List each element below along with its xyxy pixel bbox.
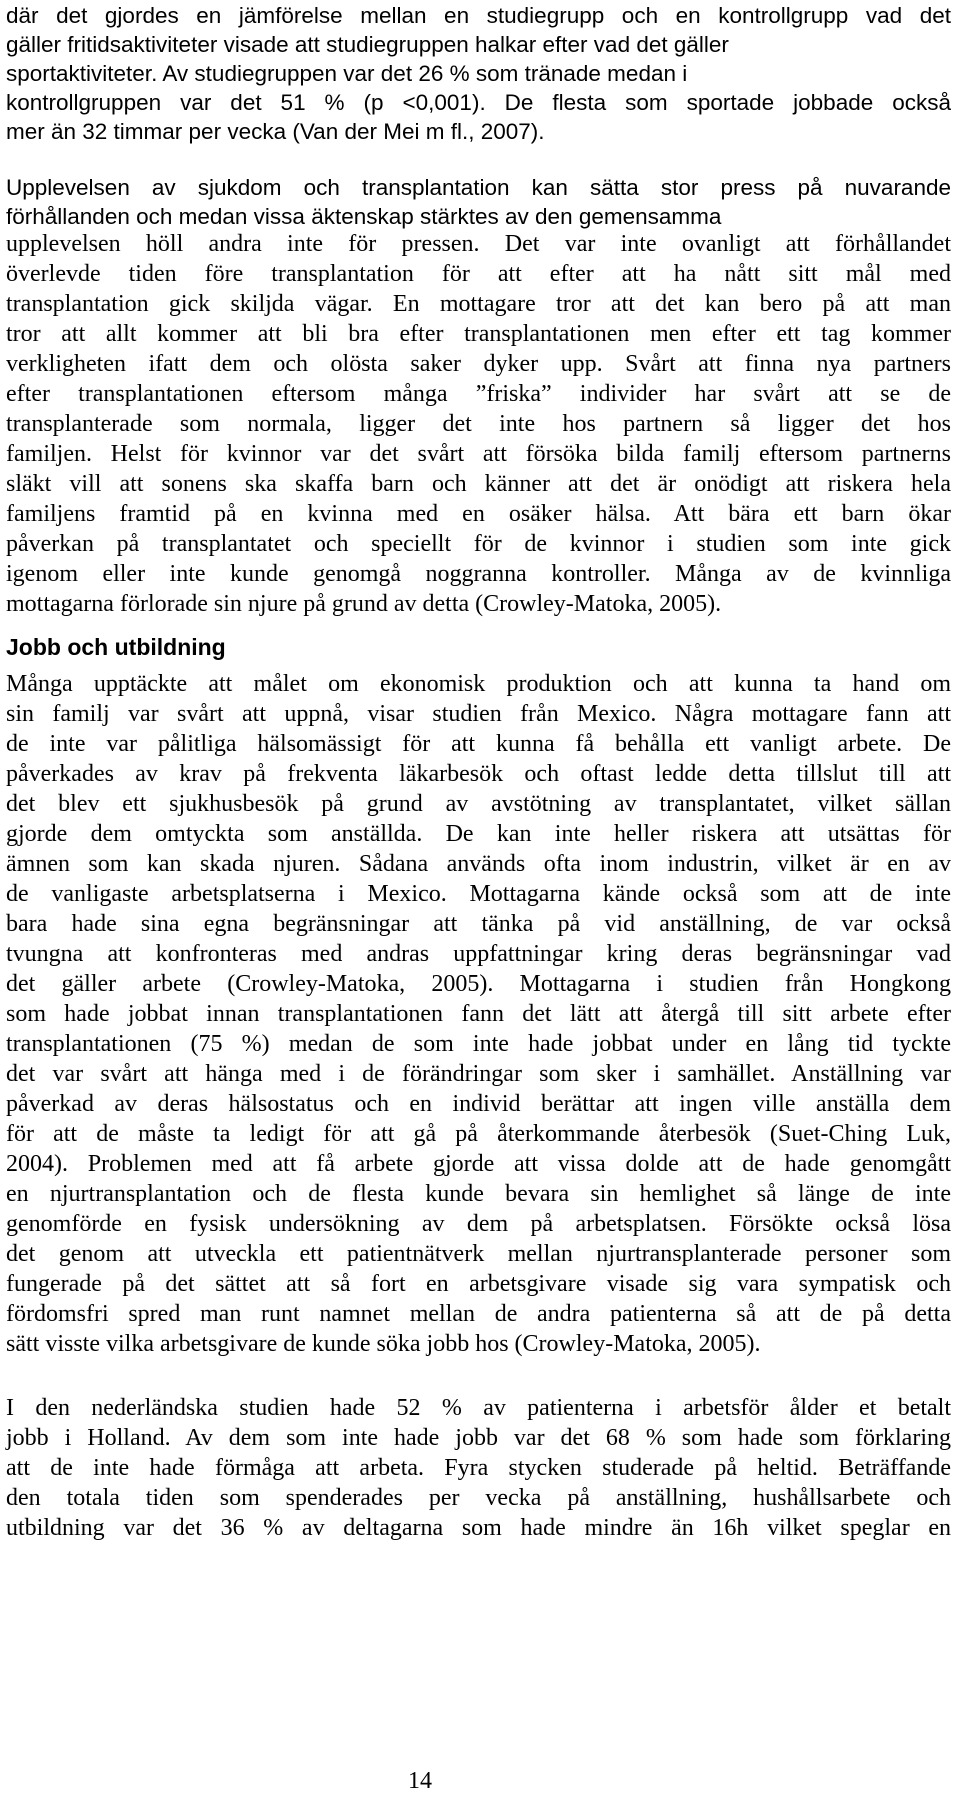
text-line: påverkan på transplantatet och speciellt för de kvinnor i studien som inte gick <box>6 531 951 557</box>
text-line: upplevelsen höll andra inte för pressen. Det var inte ovanligt att förhållandet <box>6 231 951 257</box>
text-line: det blev ett sjukhusbesök på grund av avstötning av transplantatet, vilket sällan <box>6 791 951 817</box>
text-line: Upplevelsen av sjukdom och transplantation kan sätta stor press på nuvarande <box>6 175 951 200</box>
text-line: efter transplantationen eftersom många ”friska” individer har svårt att se de <box>6 381 951 407</box>
text-line: gjorde dem omtyckta som anställda. De kan inte heller riskera att utsättas för <box>6 821 951 847</box>
text-line: transplantation gick skiljda vägar. En mottagare tror att det kan bero på att man <box>6 291 951 317</box>
text-line: det var svårt att hänga med i de förändringar som sker i samhället. Anställning var <box>6 1061 951 1087</box>
text-line: familjens framtid på en kvinna med en osäker hälsa. Att bära ett barn ökar <box>6 501 951 527</box>
text-line: utbildning var det 36 % av deltagarna som hade mindre än 16h vilket speglar en <box>6 1515 951 1541</box>
text-line: för att de måste ta ledigt för att gå på återkommande återbesök (Suet-Ching Luk, <box>6 1121 951 1147</box>
text-line: en njurtransplantation och de flesta kunde bevara sin hemlighet så länge de inte <box>6 1181 951 1207</box>
text-line: det genom att utveckla ett patientnätverk mellan njurtransplanterade personer som <box>6 1241 951 1267</box>
section-heading: Jobb och utbildning <box>6 634 226 660</box>
text-line: att de inte hade förmåga att arbeta. Fyra stycken studerade på heltid. Beträffande <box>6 1455 951 1481</box>
text-line: kontrollgruppen var det 51 % (p <0,001). De flesta som sportade jobbade också <box>6 90 951 115</box>
page-number: 14 <box>408 1768 432 1794</box>
text-line: fördomsfri spred man runt namnet mellan de andra patienterna så att de på detta <box>6 1301 951 1327</box>
text-line: Många upptäckte att målet om ekonomisk produktion och att kunna ta hand om <box>6 671 951 697</box>
text-line: sin familj var svårt att uppnå, visar studien från Mexico. Några mottagare fann att <box>6 701 951 727</box>
text-line: I den nederländska studien hade 52 % av patienterna i arbetsför ålder et betalt <box>6 1395 951 1421</box>
text-line: påverkades av krav på frekventa läkarbesök och oftast ledde detta tillslut till att <box>6 761 951 787</box>
text-line: förhållanden och medan vissa äktenskap stärktes av den gemensamma <box>6 204 722 229</box>
text-line: det gäller arbete (Crowley-Matoka, 2005). Mottagarna i studien från Hongkong <box>6 971 951 997</box>
text-line: de vanligaste arbetsplatserna i Mexico. Mottagarna kände också som att de inte <box>6 881 951 907</box>
text-line: bara hade sina egna begränsningar att tänka på vid anställning, de var också <box>6 911 951 937</box>
text-line: transplantationen (75 %) medan de som inte hade jobbat under en lång tid tyckte <box>6 1031 951 1057</box>
text-line: överlevde tiden före transplantation för att efter att ha nått sitt mål med <box>6 261 951 287</box>
text-line: familjen. Helst för kvinnor var det svårt att försöka bilda familj eftersom partnerns <box>6 441 951 467</box>
text-line: mottagarna förlorade sin njure på grund av detta (Crowley-Matoka, 2005). <box>6 591 722 617</box>
text-line: gäller fritidsaktiviteter visade att studiegruppen halkar efter vad det gäller <box>6 32 729 57</box>
text-line: den totala tiden som spenderades per vecka på anställning, hushållsarbete och <box>6 1485 951 1511</box>
text-line: 2004). Problemen med att få arbete gjorde att vissa dolde att de hade genomgått <box>6 1151 951 1177</box>
text-line: tvungna att konfronteras med andras uppfattningar kring deras begränsningar vad <box>6 941 951 967</box>
text-line: de inte var pålitliga hälsomässigt för att kunna få behålla ett vanligt arbete. De <box>6 731 951 757</box>
text-line: tror att allt kommer att bli bra efter transplantationen men efter ett tag kommer <box>6 321 951 347</box>
text-line: påverkad av deras hälsostatus och en individ berättar att ingen ville anställa dem <box>6 1091 951 1117</box>
text-line: jobb i Holland. Av dem som inte hade jobb var det 68 % som hade som förklaring <box>6 1425 951 1451</box>
text-line: mer än 32 timmar per vecka (Van der Mei m fl., 2007). <box>6 119 545 144</box>
text-line: där det gjordes en jämförelse mellan en studiegrupp och en kontrollgrupp vad det <box>6 3 951 28</box>
text-line: släkt vill att sonens ska skaffa barn och känner att det är onödigt att riskera hela <box>6 471 951 497</box>
text-line: genomförde en fysisk undersökning av dem på arbetsplatsen. Försökte också lösa <box>6 1211 951 1237</box>
text-line: sätt visste vilka arbetsgivare de kunde söka jobb hos (Crowley-Matoka, 2005). <box>6 1331 761 1357</box>
text-line: igenom eller inte kunde genomgå noggranna kontroller. Många av de kvinnliga <box>6 561 951 587</box>
text-line: transplanterade som normala, ligger det inte hos partnern så ligger det hos <box>6 411 951 437</box>
text-line: verkligheten ifatt dem och olösta saker dyker upp. Svårt att finna nya partners <box>6 351 951 377</box>
text-line: fungerade på det sättet att så fort en arbetsgivare visade sig vara sympatisk och <box>6 1271 951 1297</box>
text-line: sportaktiviteter. Av studiegruppen var det 26 % som tränade medan i <box>6 61 688 86</box>
text-line: ämnen som kan skada njuren. Sådana används ofta inom industrin, vilket är en av <box>6 851 951 877</box>
text-line: som hade jobbat innan transplantationen fann det lätt att återgå till sitt arbete efter <box>6 1001 951 1027</box>
